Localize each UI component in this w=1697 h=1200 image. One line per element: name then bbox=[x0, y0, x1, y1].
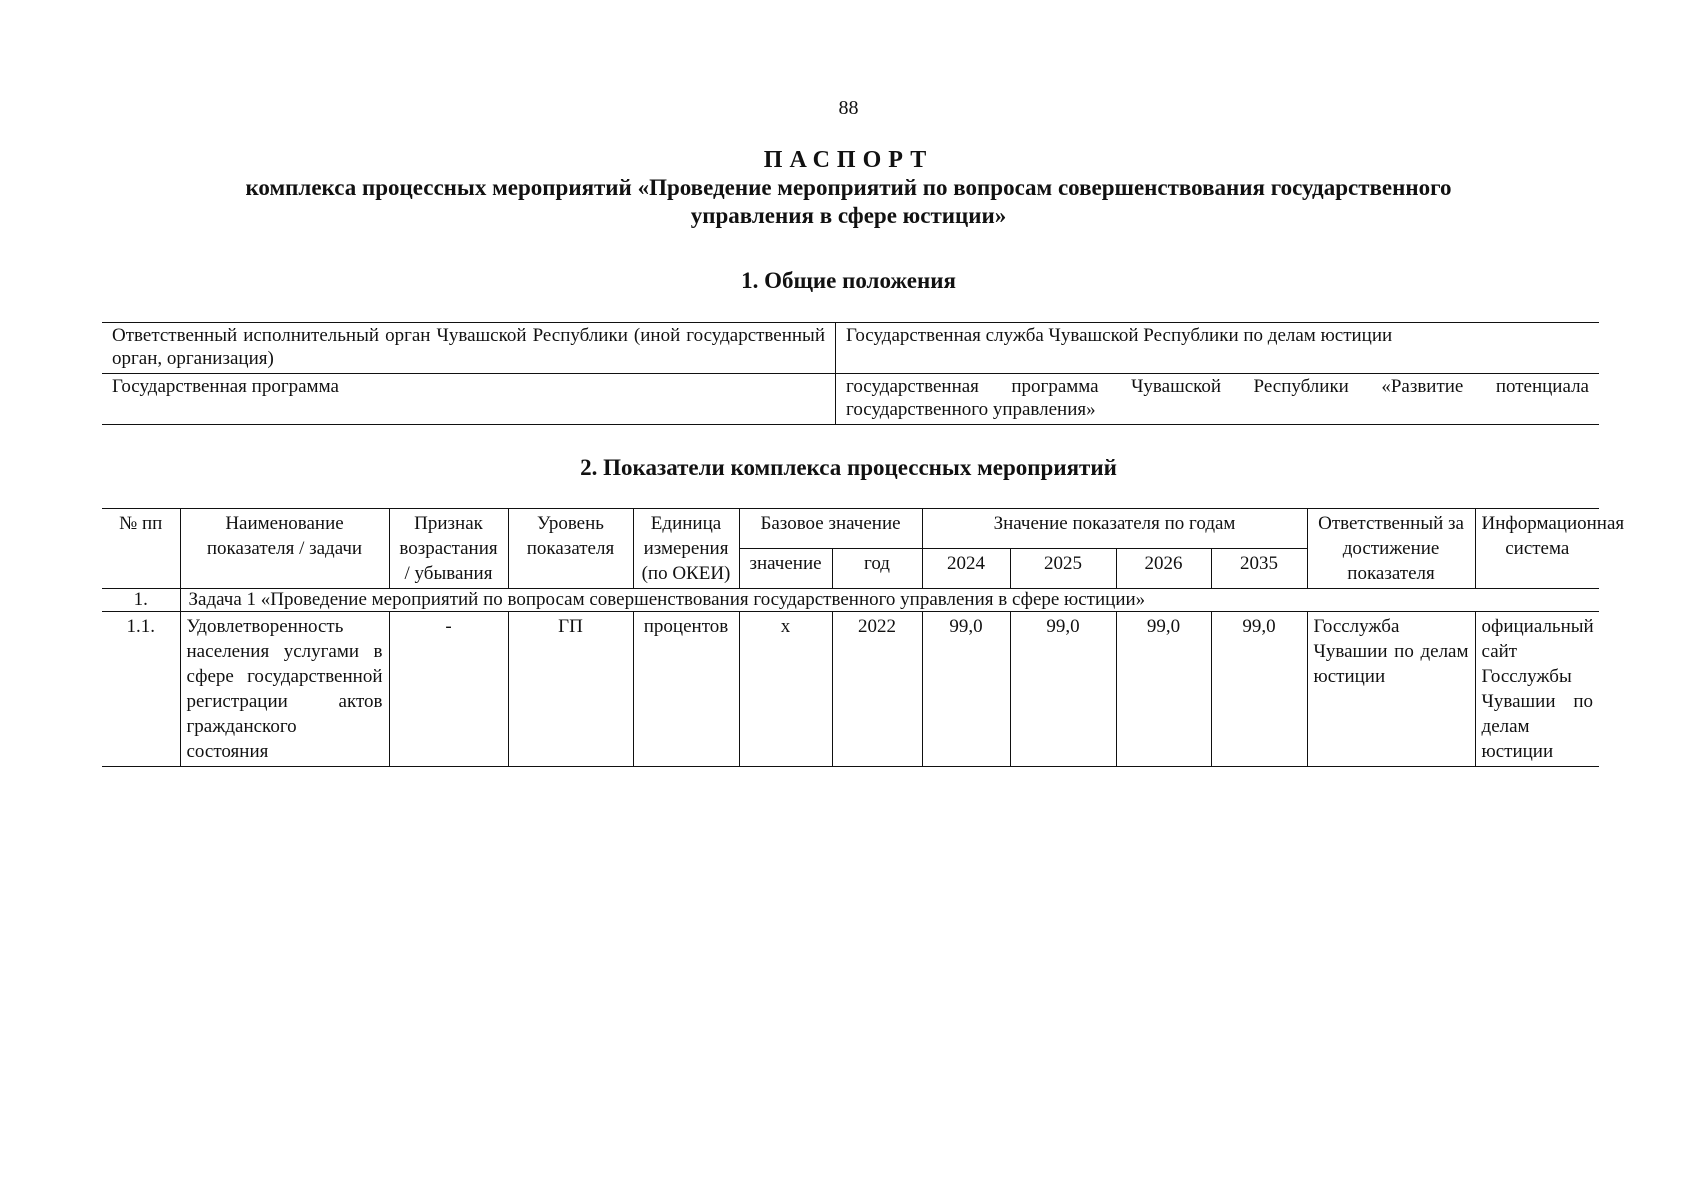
row-value: 99,0 bbox=[1010, 612, 1116, 767]
row-base-value: х bbox=[739, 612, 832, 767]
header-year: 2026 bbox=[1116, 549, 1211, 589]
header-sign: Признак возрастания / убывания bbox=[389, 509, 508, 589]
header-level: Уровень показателя bbox=[508, 509, 633, 589]
header-name: Наименование показателя / задачи bbox=[180, 509, 389, 589]
value-cell: государственная программа Чувашской Республики «Развитие потенциала государственного управления» bbox=[836, 374, 1600, 425]
row-sign: - bbox=[389, 612, 508, 767]
row-level: ГП bbox=[508, 612, 633, 767]
title-subtitle-line2: управления в сфере юстиции» bbox=[690, 203, 1007, 228]
label-cell: Ответственный исполнительный орган Чувашской Республики (иной государственный орган, организация) bbox=[102, 323, 836, 374]
task-num: 1. bbox=[102, 589, 180, 612]
title-main: ПАСПОРТ bbox=[763, 147, 934, 173]
general-provisions-table bbox=[102, 322, 1599, 425]
header-unit: Единица измерения (по ОКЕИ) bbox=[633, 509, 739, 589]
document-title bbox=[100, 146, 1597, 230]
header-years-group: Значение показателя по годам bbox=[922, 509, 1307, 549]
header-year: 2035 bbox=[1211, 549, 1307, 589]
table-row bbox=[102, 323, 1599, 374]
table-row bbox=[102, 612, 1599, 767]
row-value: 99,0 bbox=[922, 612, 1010, 767]
row-base-year: 2022 bbox=[832, 612, 922, 767]
row-unit: процентов bbox=[633, 612, 739, 767]
header-row bbox=[102, 509, 1599, 549]
header-num: № пп bbox=[119, 513, 163, 534]
page-number: 88 bbox=[838, 97, 859, 119]
row-name: Удовлетворенность населения услугами в сфере государственной регистрации актов гражданского состояния bbox=[180, 612, 389, 767]
row-responsible: Госслужба Чувашии по делам юстиции bbox=[1307, 612, 1475, 767]
section1-heading: 1. Общие положения bbox=[741, 268, 956, 293]
label-cell: Государственная программа bbox=[102, 374, 836, 425]
title-subtitle-line1: комплекса процессных мероприятий «Проведение мероприятий по вопросам совершенствования государственного bbox=[245, 175, 1452, 200]
section2-heading: 2. Показатели комплекса процессных мероприятий bbox=[580, 455, 1117, 480]
header-info-system: Информационная система bbox=[1475, 509, 1599, 589]
header-base-year: год bbox=[832, 549, 922, 589]
task-row bbox=[102, 589, 1599, 612]
row-info-system: официальный сайт Госслужбы Чувашии по делам юстиции bbox=[1475, 612, 1599, 767]
header-base: Базовое значение bbox=[739, 509, 922, 549]
table-row bbox=[102, 374, 1599, 425]
header-responsible: Ответственный за достижение показателя bbox=[1307, 509, 1475, 589]
value-cell: Государственная служба Чувашской Республики по делам юстиции bbox=[846, 325, 1393, 346]
indicators-table bbox=[102, 508, 1625, 767]
row-value: 99,0 bbox=[1211, 612, 1307, 767]
row-value: 99,0 bbox=[1116, 612, 1211, 767]
task-text: Задача 1 «Проведение мероприятий по вопросам совершенствования государственного управления в сфере юстиции» bbox=[180, 589, 1599, 612]
header-year: 2024 bbox=[922, 549, 1010, 589]
row-num: 1.1. bbox=[102, 612, 180, 767]
header-year: 2025 bbox=[1010, 549, 1116, 589]
header-base-value: значение bbox=[739, 549, 832, 589]
